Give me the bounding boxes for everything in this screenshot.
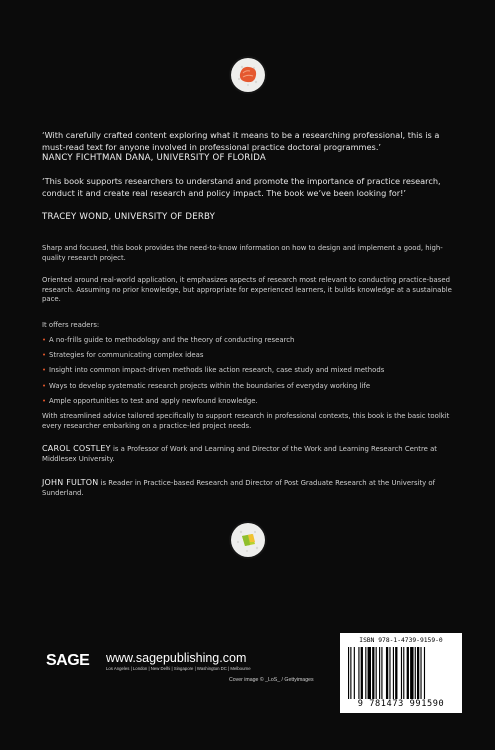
author-bio-text: is a Professor of Work and Learning and Director of the Work and Learning Research Centre at Middlesex University. bbox=[42, 445, 438, 463]
ean-text: 9 781473 991590 bbox=[357, 699, 445, 709]
offers-list bbox=[42, 336, 462, 412]
description-paragraph-3: With streamlined advice tailored specifically to support research in professional contexts, this book is the basic toolkit every researcher embarking on a practice-led project needs. bbox=[42, 412, 450, 430]
author-bio-text: is Reader in Practice-based Research and Director of Post Graduate Research at the University of Sunderland. bbox=[42, 479, 436, 497]
description-paragraph-1: Sharp and focused, this book provides the need-to-know information on how to design and implement a good, high-quality research project. bbox=[42, 244, 443, 262]
barcode-bars-icon bbox=[348, 647, 454, 699]
endorsement-attribution-1: NANCY FICHTMAN DANA, UNIVERSITY OF FLORIDA bbox=[42, 153, 266, 163]
sage-logo-icon: SAGE bbox=[46, 652, 90, 669]
publisher-cities: Los Angeles | London | New Delhi | Singapore | Washington DC | Melbourne bbox=[106, 666, 251, 671]
author-name: CAROL COSTLEY bbox=[42, 444, 111, 453]
list-item: • A no-frills guide to methodology and the theory of conducting research bbox=[42, 336, 295, 344]
endorsement-quote-2: ‘This book supports researchers to understand and promote the importance of practice research, conduct it and create real research and policy impact. The book we’ve been looking for!’ bbox=[42, 176, 441, 198]
isbn-text: ISBN 978-1-4739-9159-0 bbox=[359, 637, 443, 644]
bullet-icon: • bbox=[42, 336, 47, 344]
list-item: • Ways to develop systematic research projects within the boundaries of everyday working life bbox=[42, 381, 371, 390]
sushi-salmon-icon bbox=[228, 55, 268, 95]
publisher-url[interactable]: www.sagepublishing.com bbox=[106, 651, 247, 665]
bullet-icon: • bbox=[42, 381, 47, 390]
author-bio-2 bbox=[42, 478, 460, 498]
list-item: • Ample opportunities to test and apply newfound knowledge. bbox=[42, 396, 258, 405]
author-bio-1 bbox=[42, 444, 460, 464]
cover-credit: Cover image © _LoS_ / Gettyimages bbox=[229, 677, 314, 683]
sushi-avocado-icon bbox=[228, 520, 268, 560]
barcode bbox=[340, 633, 462, 713]
list-item: • Insight into common impact-driven methods like action research, case study and mixed methods bbox=[42, 366, 385, 375]
bullet-icon: • bbox=[42, 351, 47, 360]
list-item: • Strategies for communicating complex ideas bbox=[42, 351, 204, 360]
endorsement-attribution-2: TRACEY WOND, UNIVERSITY OF DERBY bbox=[42, 212, 216, 222]
bullet-icon: • bbox=[42, 366, 47, 375]
bullet-icon: • bbox=[42, 396, 47, 405]
offers-intro: It offers readers: bbox=[42, 321, 100, 329]
author-name: JOHN FULTON bbox=[42, 478, 99, 487]
description-paragraph-2: Oriented around real-world application, it emphasizes aspects of research most relevant to conducting practice-based research. Assuming no prior knowledge, but appropriate for experienced learners, it builds knowledge at a sustainable pace. bbox=[42, 276, 452, 304]
endorsement-quote-1: ‘With carefully crafted content exploring what it means to be a researching professional, this is a must-read text for anyone involved in professional practice doctoral programmes.’ bbox=[42, 130, 440, 152]
publisher-block bbox=[46, 650, 276, 694]
